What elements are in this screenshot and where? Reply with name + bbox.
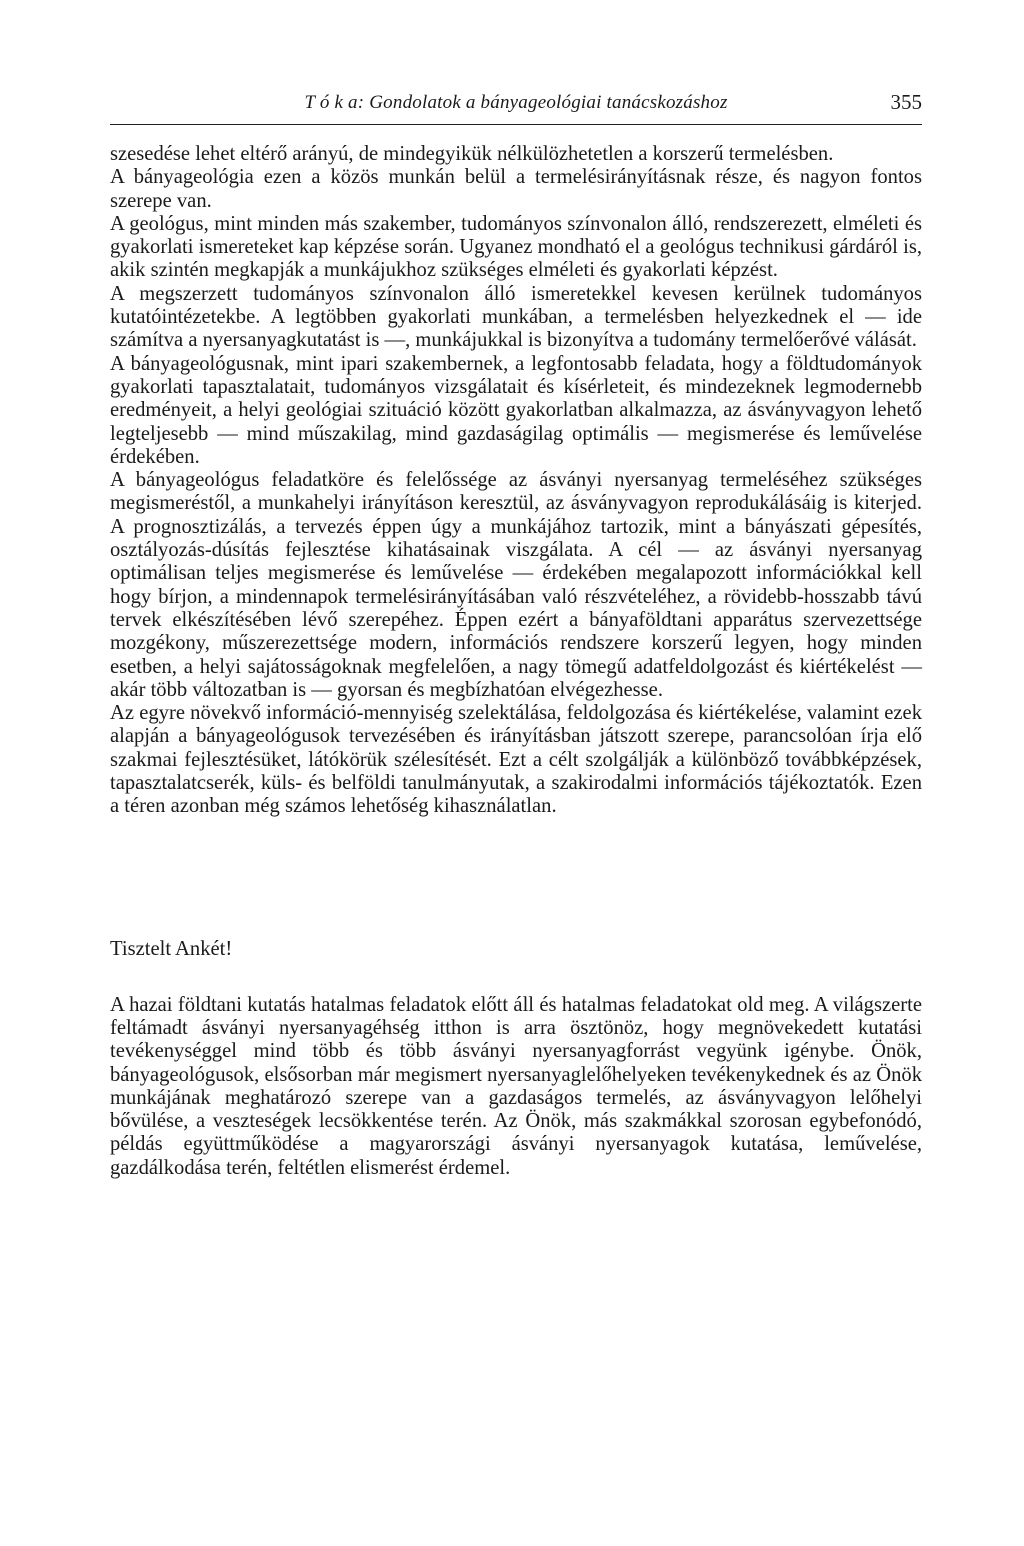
body-text <box>110 143 922 1180</box>
salutation: Tisztelt Ankét! <box>110 937 233 960</box>
paragraph: A geológus, mint minden más szakember, tudományos színvonalon álló, rendszerezett, elméleti és gyakorlati ismereteket kap képzése során. Ugyanez mondható el a geológus technikusi gárdáról is, akik szintén megkapják a munkájukhoz szükséges elméleti és gyakorlati képzést. <box>110 212 922 282</box>
header-separator: : <box>357 92 370 113</box>
paragraph: A bányageológia ezen a közös munkán belül a termelésirányításnak része, és nagyon fontos szerepe van. <box>110 166 922 212</box>
paragraph: szesedése lehet eltérő arányú, de mindegyikük nélkülözhetetlen a korszerű termelésben. <box>110 143 834 165</box>
paragraph: Az egyre növekvő információ-mennyiség szelektálása, feldolgozása és kiértékelése, valamint ezek alapján a bányageológusok tervezésében és irányításban játszott szerepe, parancsolóan írja elő szakmai fejlesztésüket, látókörük szélesítését. Ezt a célt szolgálják a különböző továbbképzések, tapasztalatcserék, küls- és belföldi tanulmányutak, a szakirodalmi információs tájékoztatók. Ezen a téren azonban még számos lehetőség kihasználatlan. <box>110 702 922 818</box>
running-header <box>110 84 922 125</box>
document-page <box>110 84 922 1180</box>
closing-paragraph: A hazai földtani kutatás hatalmas feladatok előtt áll és hatalmas feladatokat old meg. A világszerte feltámadt ásványi nyersanyagéhség itthon is arra ösztönöz, hogy megnövekedett kutatási tevékenységgel mind több és több ásványi nyersanyagforrást vegyünk igénybe. Önök, bányageológusok, elsősorban már megismert nyersanyaglelőhelyeken tevékenykednek és az Önök munkájának meghatározó szerepe van a gazdaságos termelés, az ásványvagyon lelőhelyi bővülése, a veszteségek lecsökkentése terén. Az Önök, más szakmákkal szorosan egybefonódó, példás együttműködése a magyarországi ásványi nyersanyagok kutatása, leművelése, gazdálkodása terén, feltétlen elismerést érdemel. <box>110 993 922 1179</box>
header-author: T ó k a <box>304 92 358 113</box>
running-title <box>110 92 922 114</box>
header-title: Gondolatok a bányageológiai tanácskozáshoz <box>369 92 728 113</box>
paragraph: A bányageológusnak, mint ipari szakembernek, a legfontosabb feladata, hogy a földtudományok gyakorlati tapasztalatait, tudományos vizsgálatait és kísérleteit, és mindezeknek legmodernebb eredményeit, a helyi geológiai szituáció között gyakorlatban alkalmazza, az ásványvagyon lehető legteljesebb — mind műszakilag, mind gazdaságilag optimális — megismerése és leművelése érdekében. <box>110 352 922 468</box>
paragraph: A bányageológus feladatköre és felelőssége az ásványi nyersanyag termeléséhez szükséges megismeréstől, a munkahelyi irányításon keresztül, az ásványvagyon reprodukálásáig is kiterjed. A prognosztizálás, a tervezés éppen úgy a munkájához tartozik, mint a bányászati gépesítés, osztályozás-dúsítás fejlesztése kihatásainak viszgálata. A cél — az ásványi nyersanyag optimálisan teljes megismerése és leművelése — érdekében megalapozott információkkal kell hogy bírjon, a mindennapok termelésirányításában való részvételéhez, a rövidebb-hosszabb távú tervek elkészítésében lévő szerepéhez. Éppen ezért a bányaföldtani apparátus szervezettsége mozgékony, műszerezettsége modern, információs rendszere korszerű legyen, hogy minden esetben, a helyi sajátosságoknak megfelelően, a nagy tömegű adatfeldolgozást és kiértékelést — akár több változatban is — gyorsan és megbízhatóan elvégezhesse. <box>110 469 922 701</box>
paragraph: A megszerzett tudományos színvonalon álló ismeretekkel kevesen kerülnek tudományos kutatóintézetekbe. A legtöbben gyakorlati munkában, a termelésben helyezkednek el — ide számítva a nyersanyagkutatást is —, munkájukkal is bizonyítva a tudomány termelőerővé válását. <box>110 282 922 352</box>
section-spacer <box>110 961 922 994</box>
page-number: 355 <box>890 90 922 114</box>
section-spacer <box>110 819 922 937</box>
